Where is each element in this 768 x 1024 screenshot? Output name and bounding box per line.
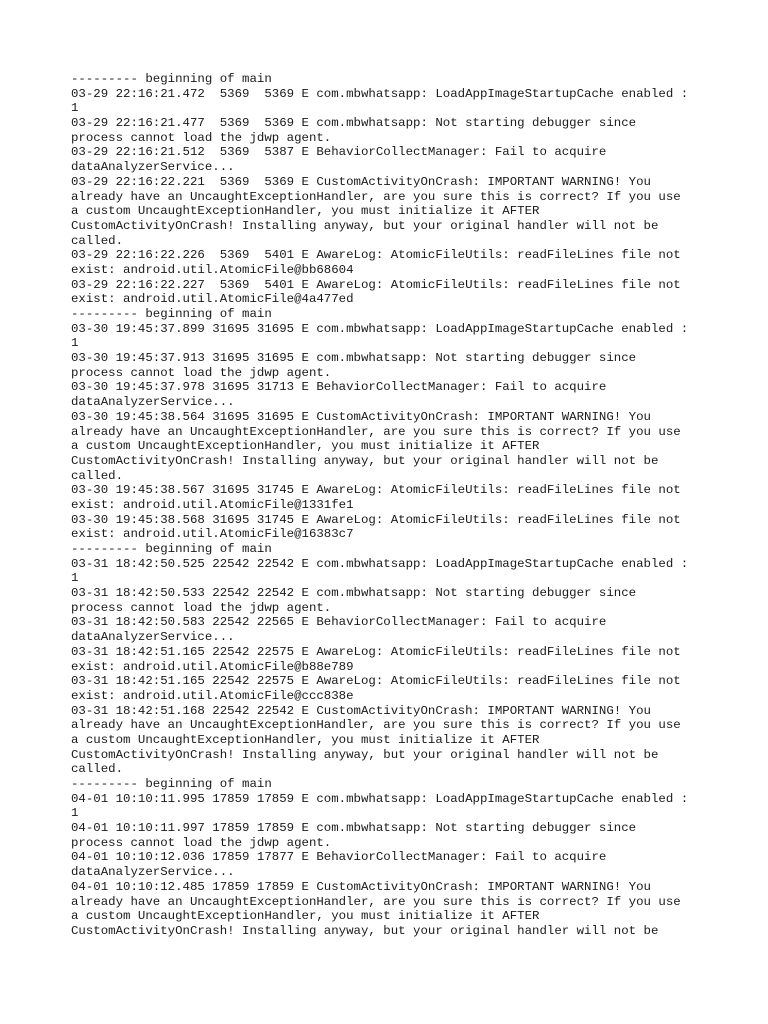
log-line: already have an UncaughtExceptionHandler, are you sure this is correct? If you use	[71, 189, 681, 204]
log-line: exist: android.util.AtomicFile@bb68604	[71, 262, 354, 277]
log-line: already have an UncaughtExceptionHandler, are you sure this is correct? If you use	[71, 894, 681, 909]
log-line: dataAnalyzerService...	[71, 630, 235, 645]
log-line: --------- beginning of main	[71, 72, 272, 86]
log-line: 1	[71, 101, 79, 116]
log-line: 03-29 22:16:22.227 5369 5401 E AwareLog: AtomicFileUtils: readFileLines file not	[71, 277, 681, 292]
log-line: already have an UncaughtExceptionHandler, are you sure this is correct? If you use	[71, 718, 681, 733]
log-line: 04-01 10:10:11.995 17859 17859 E com.mbwhatsapp: LoadAppImageStartupCache enabled :	[71, 791, 689, 806]
log-line: CustomActivityOnCrash! Installing anyway, but your original handler will not be	[71, 747, 659, 762]
log-line: a custom UncaughtExceptionHandler, you must initialize it AFTER	[71, 909, 540, 924]
log-line: a custom UncaughtExceptionHandler, you must initialize it AFTER	[71, 439, 540, 454]
log-line: 1	[71, 806, 79, 821]
log-line: exist: android.util.AtomicFile@1331fe1	[71, 497, 354, 512]
log-line: exist: android.util.AtomicFile@ccc838e	[71, 688, 354, 703]
log-line: --------- beginning of main	[71, 307, 272, 321]
log-line: dataAnalyzerService...	[71, 395, 235, 410]
log-line: 03-29 22:16:22.226 5369 5401 E AwareLog: AtomicFileUtils: readFileLines file not	[71, 248, 681, 263]
log-line: 03-29 22:16:21.512 5369 5387 E BehaviorCollectManager: Fail to acquire	[71, 145, 607, 160]
log-line: CustomActivityOnCrash! Installing anyway, but your original handler will not be	[71, 218, 659, 233]
log-line: 03-30 19:45:38.567 31695 31745 E AwareLog: AtomicFileUtils: readFileLines file not	[71, 483, 681, 498]
log-line: 1	[71, 336, 79, 351]
log-line: process cannot load the jdwp agent.	[71, 130, 332, 145]
log-line: 03-29 22:16:21.477 5369 5369 E com.mbwhatsapp: Not starting debugger since	[71, 116, 637, 131]
log-line: 03-30 19:45:37.899 31695 31695 E com.mbwhatsapp: LoadAppImageStartupCache enabled :	[71, 321, 689, 336]
log-line: 03-30 19:45:38.568 31695 31745 E AwareLog: AtomicFileUtils: readFileLines file not	[71, 512, 681, 527]
log-line: dataAnalyzerService...	[71, 865, 235, 880]
log-line: --------- beginning of main	[71, 542, 272, 556]
log-line: called.	[71, 468, 124, 483]
log-line: 03-30 19:45:37.978 31695 31713 E BehaviorCollectManager: Fail to acquire	[71, 380, 607, 395]
log-text-block	[71, 72, 721, 939]
log-line: 03-31 18:42:51.165 22542 22575 E AwareLog: AtomicFileUtils: readFileLines file not	[71, 644, 681, 659]
log-line: 03-31 18:42:51.165 22542 22575 E AwareLog: AtomicFileUtils: readFileLines file not	[71, 674, 681, 689]
log-line: dataAnalyzerService...	[71, 160, 235, 175]
log-line: a custom UncaughtExceptionHandler, you must initialize it AFTER	[71, 204, 540, 219]
log-line: already have an UncaughtExceptionHandler, are you sure this is correct? If you use	[71, 424, 681, 439]
log-line: 03-29 22:16:22.221 5369 5369 E CustomActivityOnCrash: IMPORTANT WARNING! You	[71, 174, 651, 189]
log-line: 03-31 18:42:51.168 22542 22542 E CustomActivityOnCrash: IMPORTANT WARNING! You	[71, 703, 651, 718]
log-line: 04-01 10:10:11.997 17859 17859 E com.mbwhatsapp: Not starting debugger since	[71, 821, 637, 836]
log-line: 03-30 19:45:37.913 31695 31695 E com.mbwhatsapp: Not starting debugger since	[71, 351, 637, 366]
log-line: 03-30 19:45:38.564 31695 31695 E CustomActivityOnCrash: IMPORTANT WARNING! You	[71, 409, 651, 424]
log-line: CustomActivityOnCrash! Installing anyway, but your original handler will not be	[71, 923, 659, 938]
log-line: 04-01 10:10:12.485 17859 17859 E CustomActivityOnCrash: IMPORTANT WARNING! You	[71, 879, 651, 894]
log-line: 03-31 18:42:50.525 22542 22542 E com.mbwhatsapp: LoadAppImageStartupCache enabled :	[71, 556, 689, 571]
log-line: exist: android.util.AtomicFile@16383c7	[71, 527, 354, 542]
log-line: process cannot load the jdwp agent.	[71, 600, 332, 615]
log-line: 03-31 18:42:50.533 22542 22542 E com.mbwhatsapp: Not starting debugger since	[71, 586, 637, 601]
log-line: 03-31 18:42:50.583 22542 22565 E BehaviorCollectManager: Fail to acquire	[71, 615, 607, 630]
log-line: CustomActivityOnCrash! Installing anyway, but your original handler will not be	[71, 453, 659, 468]
log-line: called.	[71, 762, 124, 777]
log-line: --------- beginning of main	[71, 777, 272, 791]
log-line: 1	[71, 571, 79, 586]
log-line: 03-29 22:16:21.472 5369 5369 E com.mbwhatsapp: LoadAppImageStartupCache enabled :	[71, 86, 689, 101]
log-line: called.	[71, 233, 124, 248]
log-line: exist: android.util.AtomicFile@b88e789	[71, 659, 354, 674]
log-line: 04-01 10:10:12.036 17859 17877 E BehaviorCollectManager: Fail to acquire	[71, 850, 607, 865]
log-line: process cannot load the jdwp agent.	[71, 365, 332, 380]
log-line: exist: android.util.AtomicFile@4a477ed	[71, 292, 354, 307]
log-line: a custom UncaughtExceptionHandler, you must initialize it AFTER	[71, 732, 540, 747]
log-line: process cannot load the jdwp agent.	[71, 835, 332, 850]
